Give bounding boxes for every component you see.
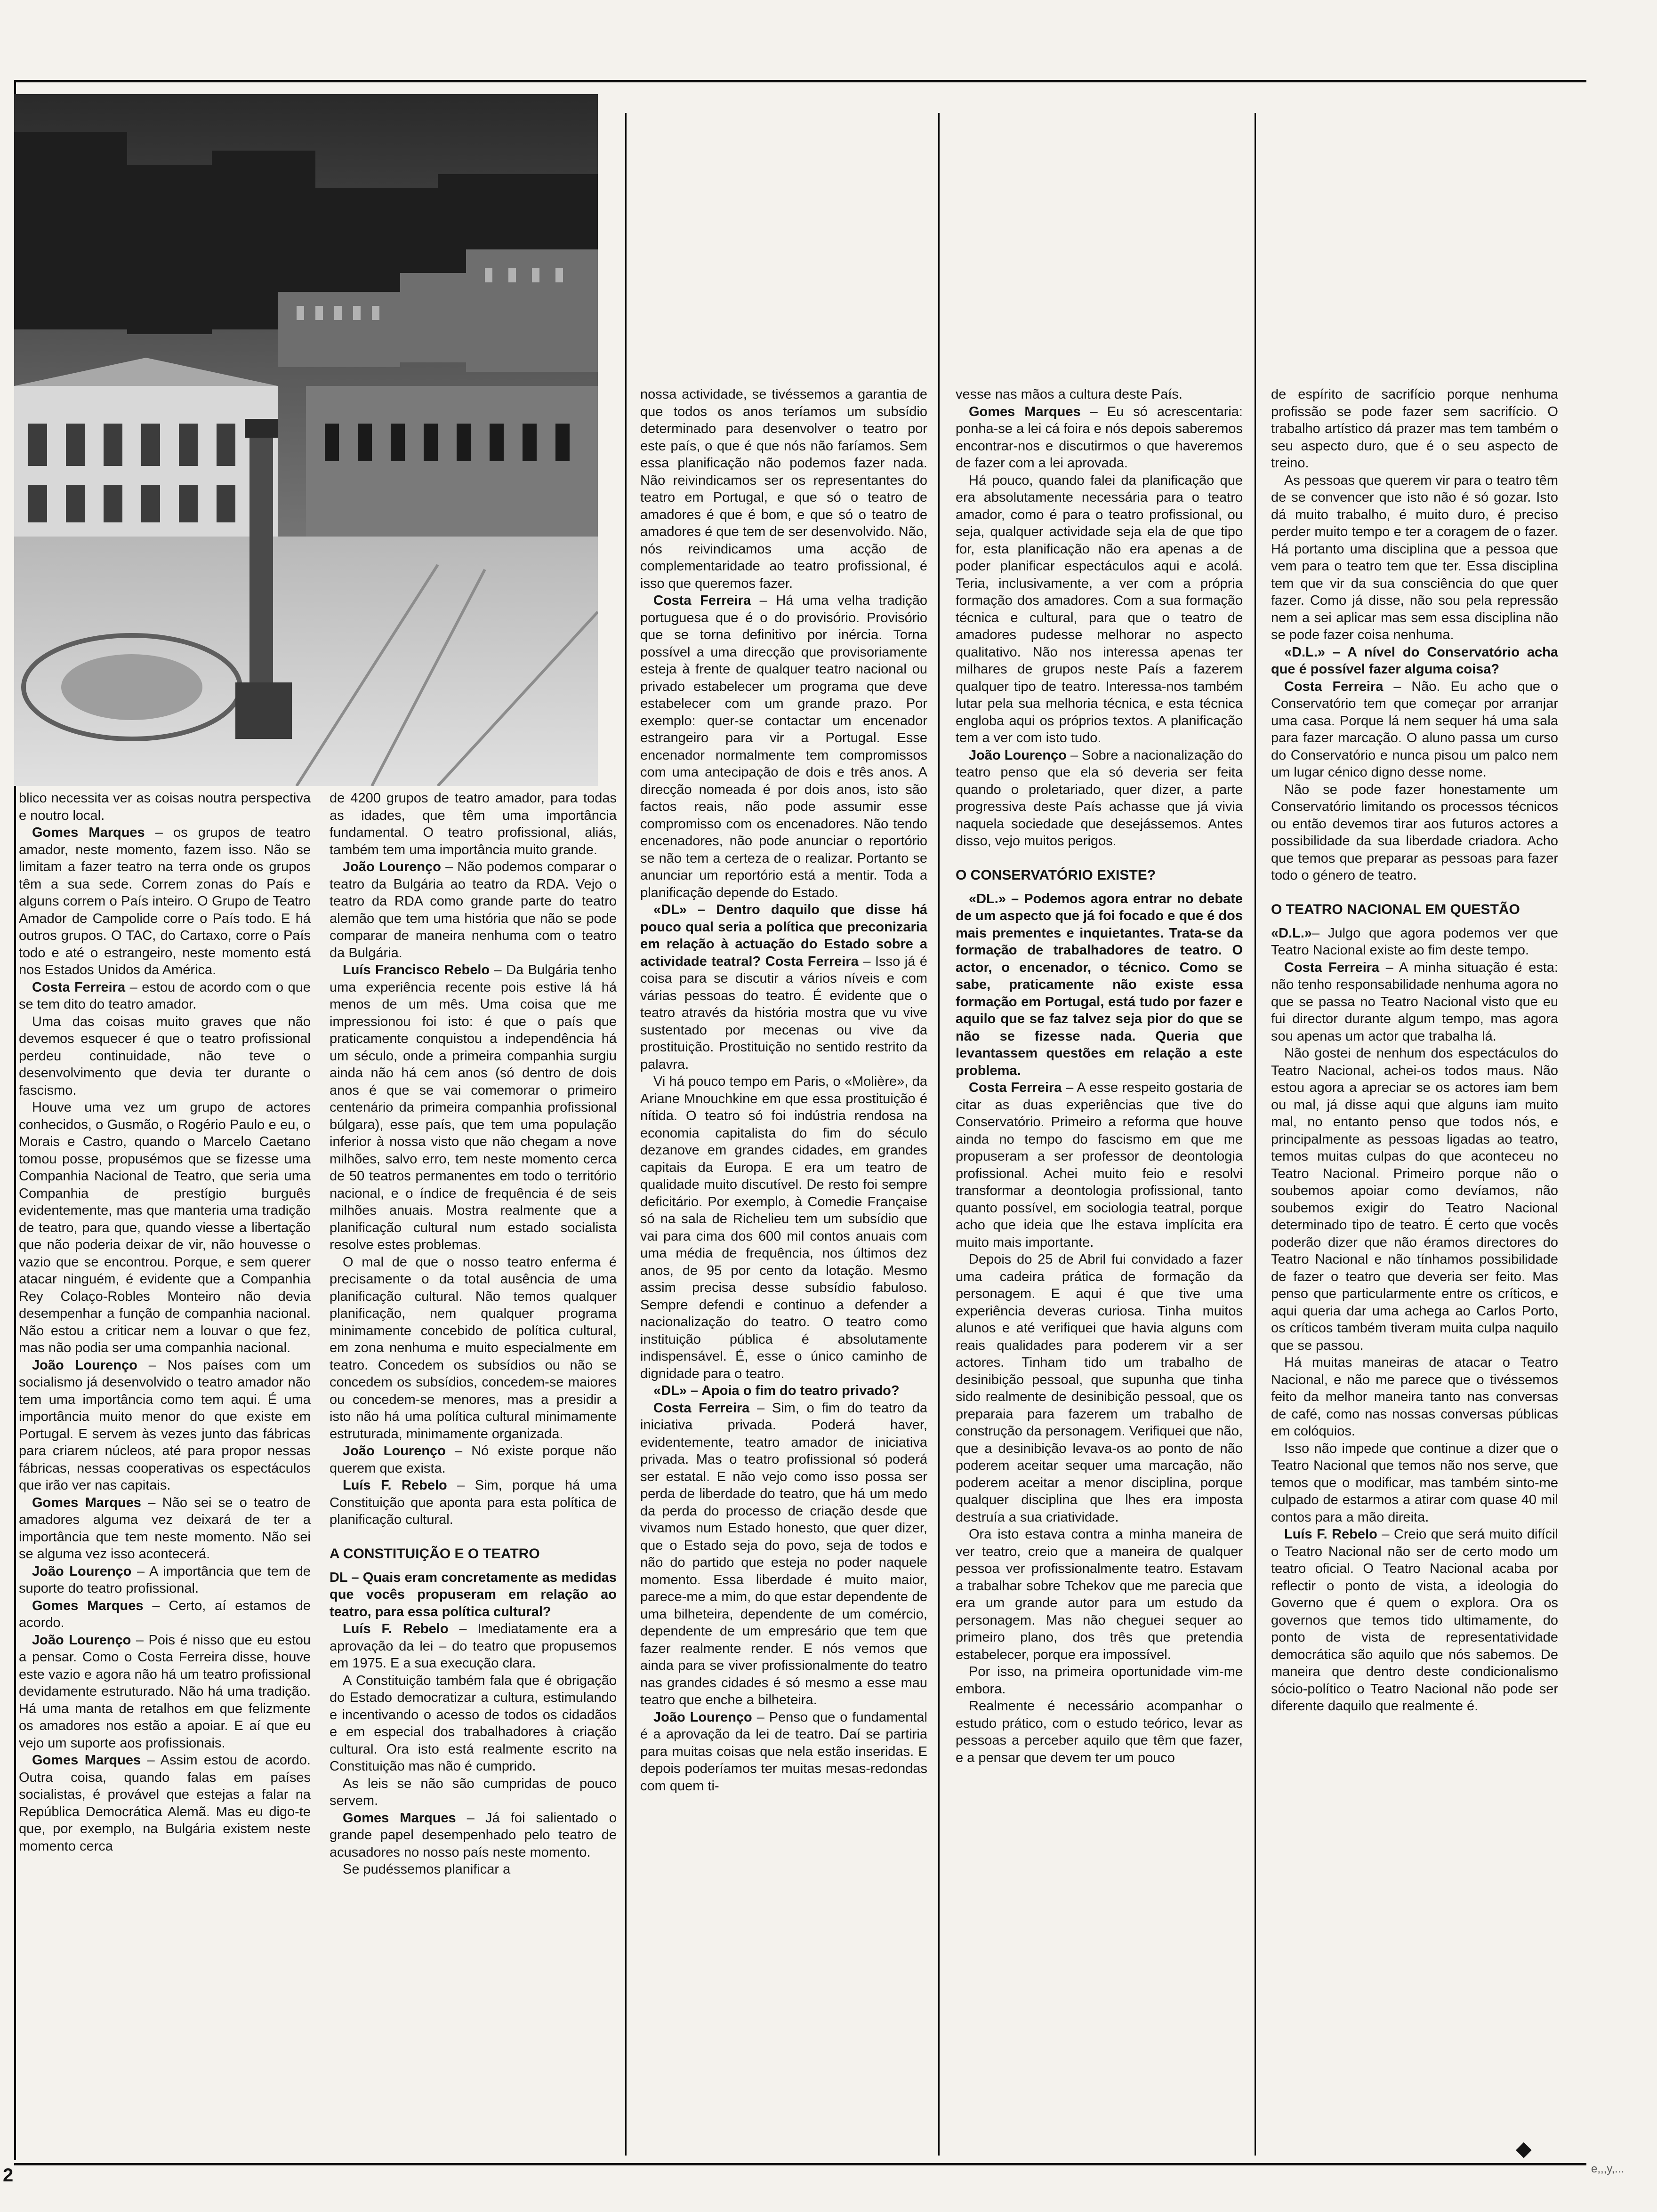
end-of-article-mark: ◆ [1516, 2137, 1532, 2160]
paragraph-text: blico necessita ver as coisas noutra perspectiva e noutro local. [19, 791, 311, 823]
article-paragraph [19, 1494, 311, 1563]
interviewer-question: Quais eram concretamente as medidas que vocês propuseram em relação ao teatro, para essa política cultural? [330, 1570, 617, 1619]
paragraph-text: – Nó existe porque não querem que exista. [330, 1443, 617, 1476]
paragraph-text: – Isso já é coisa para se discutir a vários níveis e com várias pessoas do teatro. É evidente que o teatro através da história mostra que vu vive sustentado por mecenas ou vive da prostituição. Prostituição no sentido restrito da palavra. [640, 954, 927, 1072]
article-paragraph [1271, 472, 1558, 644]
bottom-margin-fragment: e,,,y,... [1591, 2163, 1625, 2175]
speaker-name: Gomes Marques [969, 404, 1081, 419]
speaker-name: Gomes Marques [32, 1753, 141, 1768]
paragraph-text: Não gostei de nenhum dos espectáculos do Teatro Nacional, achei-os todos maus. Não estou agora a apreciar se os actores iam bem ou mal, já disse aqui que alguns iam muito mal, no entanto penso que todos nós, e principalmente as pessoas ligadas ao teatro, temos muitas culpas do que aconteceu no Teatro Nacional. Primeiro porque não o soubemos apoiar como devíamos, não soubemos exigir do Teatro Nacional determinado tipo de teatro. É certo que vocês poderão dizer que não éramos directores do Teatro Nacional e não tínhamos possibilidade de fazer o teatro que deveria ser feito. Mas penso que particularmente entre os críticos, e aqui queria dar uma achega ao Carlos Porto, os críticos também tiveram muita culpa naquilo que se passou. [1271, 1046, 1558, 1353]
paragraph-text: – Penso que o fundamental é a aprovação da lei de teatro. Daí se partiria para muitas coisas que nela estão inseridas. E depois poderíamos ter muitas mesas-redondas com quem ti- [640, 1709, 928, 1794]
article-paragraph [19, 1013, 311, 1099]
paragraph-text: Há pouco, quando falei da planificação que era absolutamente necessária para o teatro amador, como é para o teatro profissional, ou seja, qualquer actividade seja ela de que tipo for, esta planificação não era apenas a de poder planificar espectáculos aqui e acolá. Teria, inclusivamente, a ver com a própria formação dos amadores. Com a sua formação técnica e cultural, para que o teatro de amadores pudesse melhorar no aspecto qualitativo. Não nos interessa apenas ter milhares de grupos neste País a fazerem qualquer tipo de teatro. Interessa-nos também lutar pela sua melhoria técnica, e esta técnica engloba aqui os próprios textos. A planificação tem a ver com isto tudo. [956, 473, 1243, 745]
interviewer-tag: «D.L.» – [1284, 644, 1348, 660]
article-paragraph [1271, 1045, 1558, 1354]
interviewer-tag: «DL» – [653, 902, 716, 917]
article-paragraph [19, 1597, 311, 1632]
article-paragraph [956, 386, 1243, 403]
speaker-name: Luís Francisco Rebelo [343, 962, 490, 978]
article-column-1 [19, 790, 311, 1855]
speaker-name: Gomes Marques [32, 1598, 144, 1613]
speaker-name: Costa Ferreira [653, 1400, 750, 1416]
interviewer-tag: «DL» – [653, 1383, 702, 1398]
article-paragraph [330, 1254, 617, 1443]
paragraph-text: A Constituição também fala que é obrigação do Estado democratizar a cultura, estimulando e incentivando o acesso de todos os cidadãos e em especial dos trabalhadores à criação cultural. Ora isto está realmente escrito na Constituição mas não é cumprido. [330, 1673, 617, 1774]
paragraph-text: Uma das coisas muito graves que não devemos esquecer é que o teatro profissional perdeu continuidade, não teve o desenvolvimento que devia ter durante o fascismo. [19, 1014, 311, 1098]
interviewer-tag: «DL.» – [969, 891, 1024, 906]
paragraph-text: – Eu só acrescentaria: ponha-se a lei cá foira e nós depois saberemos encontrar-nos e discutirmos o que haveremos de fazer com a lei aprovada. [956, 404, 1243, 471]
article-paragraph [1271, 925, 1558, 959]
article-paragraph [19, 1632, 311, 1752]
paragraph-text: Houve uma vez um grupo de actores conhecidos, o Gusmão, o Rogério Paulo e eu, o Morais e Castro, quando o Marcelo Caetano tomou posse, propusémos que se fizesse uma Companhia Nacional de Teatro, que seria uma Companhia de prestígio burguês evidentemente, mas que manteria uma tradição de teatro, para que, quando viesse a libertação que não poderia deixar de vir, não houvesse o vazio que se encontrou. Porque, e sem querer atacar ninguém, é evidente que a Companhia Rey Colaço-Robles Monteiro não devia desempenhar a função de companhia nacional. Não estou a criticar nem a louvar o que fez, mas não podia ser uma companhia nacional. [19, 1100, 311, 1355]
article-column-2 [330, 790, 617, 1878]
section-heading: O TEATRO NACIONAL EM QUESTÃO [1271, 901, 1520, 917]
article-paragraph [19, 1563, 311, 1597]
article-paragraph [640, 901, 927, 1073]
paragraph-text: As leis se não são cumpridas de pouco servem. [330, 1776, 617, 1808]
article-paragraph [1271, 1440, 1558, 1526]
paragraph-text: – Há uma velha tradição portuguesa que é o do provisório. Provisório que se torna definitivo por inércia. Torna possível a uma direcção que provisoriamente esteja à frente de qualquer teatro nacional ou privado estabelecer um programa que deve estabelecer com um grande prazo. Por exemplo: quer-se contactar um encenador estrangeiro para vir a Portugal. Esse encenador normalmente tem compromissos com uma antecipação de dois e três anos. A direcção nomeada é por dois anos, isto são factos reais, não pode assumir esse compromisso com os encenadores. Não tendo encenadores, não pode anunciar o reportório se não tem a certeza de o realizar. Portanto se anunciar um reportório está a mentir. Toda a planificação depende do Estado. [640, 593, 927, 900]
paragraph-text: As pessoas que querem vir para o teatro têm de se convencer que isto não é só gozar. Isto dá muito trabalho, é muito duro, é preciso perder muito tempo e ter a coragem de o fazer. Há portanto uma disciplina que a pessoa que vem para o teatro tem que ter. Essa disciplina tem que vir da sua consciência do que quer fazer. Como já disse, não sou pela repressão nem a sei aplicar mas sem essa disciplina não se pode fazer coisa nenhuma. [1271, 473, 1558, 642]
article-column-5 [1271, 386, 1558, 1715]
speaker-name: João Lourenço [653, 1709, 752, 1725]
paragraph-text: de espírito de sacrifício porque nenhuma profissão se pode fazer sem sacrifício. O trabalho artístico dá prazer mas tem também o seu aspecto duro, que é o seu aspecto de treino. [1271, 387, 1558, 471]
section-heading: A CONSTITUIÇÃO E O TEATRO [330, 1546, 540, 1562]
paragraph-text: vesse nas mãos a cultura deste País. [956, 387, 1182, 402]
speaker-name: Costa Ferreira [1284, 679, 1384, 694]
article-paragraph [330, 1810, 617, 1861]
article-paragraph [330, 1861, 617, 1878]
section-heading: O CONSERVATÓRIO EXISTE? [956, 867, 1156, 883]
paragraph-text: Se pudéssemos planificar a [343, 1862, 511, 1877]
speaker-name: Gomes Marques [343, 1810, 456, 1826]
paragraph-text: Há muitas maneiras de atacar o Teatro Nacional, e não me parece que o tivéssemos feito da melhor maneira tanto nas conversas de café, como nas nossas conversas públicas em colóquios. [1271, 1355, 1558, 1439]
article-paragraph [1271, 959, 1558, 1045]
article-paragraph [19, 1752, 311, 1855]
paragraph-text: – Julgo que agora podemos ver que Teatro Nacional existe ao fim deste tempo. [1271, 925, 1558, 958]
speaker-name: Luís F. Rebelo [1284, 1527, 1377, 1542]
paragraph-text: – Nos países com um socialismo já desenvolvido o teatro amador não tem uma importância como tem aqui. É uma importância muito menor do que existe em Portugal. E servem às vezes junto das fábricas para criarem núcleos, até para propor nessas fábricas, nessas cooperativas os espectáculos que irão ver nas capitais. [19, 1357, 311, 1493]
speaker-name: Costa Ferreira [1284, 960, 1380, 975]
article-paragraph [956, 403, 1243, 472]
paragraph-text: – os grupos de teatro amador, neste momento, fazem isso. Não se limitam a fazer teatro na terra onde os grupos têm a sua sede. Correm zonas do País e alguns correm o País inteiro. O Grupo de Teatro Amador de Campolide corre o País todo. E há outros grupos. O TAC, do Cartaxo, corre o País todo e até o estrangeiro, neste momento está nos Estados Unidos da América. [19, 825, 311, 978]
paragraph-text: Por isso, na primeira oportunidade vim-me embora. [956, 1664, 1243, 1697]
article-paragraph [330, 858, 617, 962]
article-paragraph [956, 1079, 1243, 1251]
paragraph-text: O mal de que o nosso teatro enferma é precisamente o da total ausência de uma planificação cultural. Não temos qualquer planificação, nem qualquer programa minimamente concebido de política cultural, em zona nenhuma e muito especialmente em teatro. Concedem os subsídios ou não se concedem os subsídios, concedem-se maiores ou concedem-se menores, mas a presidir a isto não há uma política cultural minimamente estruturada, minimamente organizada. [330, 1254, 617, 1442]
article-paragraph [956, 747, 1243, 850]
article-paragraph [956, 1526, 1243, 1663]
article-paragraph [640, 1400, 927, 1709]
interviewer-tag: DL – [330, 1570, 363, 1585]
article-paragraph [1271, 644, 1558, 678]
bottom-rule [14, 2163, 1586, 2165]
paragraph-text: – Não sei se o teatro de amadores alguma vez deixará de ter a importância que tem neste momento. Não sei se alguma vez isso acontecerá. [19, 1495, 311, 1562]
speaker-name: Gomes Marques [32, 825, 145, 840]
paragraph-text: – Não. Eu acho que o Conservatório tem que começar por arranjar uma casa. Porque lá nem sequer há uma sala para fazer marcação. O aluno passa um curso do Conservatório e nunca pisou um palco nem um lugar cénico digno desse nome. [1271, 679, 1558, 780]
article-paragraph [640, 592, 927, 901]
article-paragraph [956, 1251, 1243, 1526]
paragraph-text: nossa actividade, se tivéssemos a garantia de que todos os anos teríamos um subsídio determinado para desenvolver o teatro por este país, o que é que nós não faríamos. Sem essa planificação não podemos fazer nada. Não reivindicamos ser os representantes do teatro em Portugal, e que só o teatro de amadores é que é bom, e que só o teatro de amadores é que tem de ser desenvolvido. Não, nós reivindicamos uma acção de complementaridade ao teatro profissional, é isso que queremos fazer. [640, 387, 927, 591]
paragraph-text: – A minha situação é esta: não tenho responsabilidade nenhuma agora no que se passa no Teatro Nacional visto que eu fui director durante algum tempo, mas agora sou apenas um actor que trabalha lá. [1271, 960, 1558, 1044]
article-paragraph [330, 1477, 617, 1529]
article-paragraph [1271, 1354, 1558, 1440]
speaker-name: João Lourenço [32, 1563, 132, 1579]
interviewer-question: A nível do Conservatório acha que é possível fazer alguma coisa? [1271, 644, 1558, 677]
speaker-name: João Lourenço [343, 1443, 446, 1459]
interviewer-question: Dentro daquilo que disse há pouco qual seria a política que preconizaria em relação à actuação do Estado sobre a actividade teatral? [640, 902, 927, 969]
paragraph-text: Ora isto estava contra a minha maneira de ver teatro, creio que a maneira de qualquer pessoa ver profissionalmente teatro. Estavam a trabalhar sobre Tchekov que me parecia que era um grande autor para um estudo da personagem. Mas não cheguei sequer ao primeiro plano, dos três que pretendia estabelecer, porque era impossível. [956, 1527, 1243, 1662]
speaker-name: Gomes Marques [32, 1495, 141, 1510]
speaker-name: João Lourenço [343, 859, 441, 874]
paragraph-text: – Não podemos comparar o teatro da Bulgária ao teatro da RDA. Vejo o teatro da RDA como grande parte do teatro alemão que tem uma história que não se pode comparar de maneira nenhuma com o teatro da Bulgária. [330, 859, 617, 961]
article-paragraph [330, 790, 617, 858]
page-number: 2 [3, 2165, 14, 2186]
speaker-name: Luís F. Rebelo [343, 1478, 447, 1493]
article-paragraph [330, 1443, 617, 1477]
paragraph-text: Realmente é necessário acompanhar o estudo prático, com o estudo teórico, levar as pessoas a perceber aquilo que têm que fazer, e a pensar que devem ter um pouco [956, 1699, 1243, 1765]
speaker-name: Costa Ferreira [653, 593, 751, 608]
article-paragraph [1271, 678, 1558, 781]
paragraph-text: Depois do 25 de Abril fui convidado a fazer uma cadeira prática de formação da personagem. E aqui é que tive uma experiência deveras curiosa. Tinha muitos alunos e até verifiquei que havia alguns com reais qualidades para poderem vir a ser actores. Tinham tido um trabalho de desinibição pessoal, que supunha que tinha sido realmente de desinibição pessoal, que os preparaia para fazerem um trabalho de construção da personagem. Verifiquei que não, que a desinibição levava-os ao ponto de não poderem aceitar sequer uma marcação, não poderem aceitar a menor disciplina, porque qualquer disciplina que lhes era imposta destruía a sua criatividade. [956, 1252, 1243, 1525]
article-paragraph [640, 1073, 927, 1382]
column-divider-3 [1255, 113, 1256, 2156]
paragraph-text: – Da Bulgária tenho uma experiência recente pois estive lá há menos de um mês. Uma coisa que me impressionou foi isto: é que o país que praticamente conquistou a independência há um século, onde a primeira companhia surgiu ainda não há cem anos (só dentro de dois anos é que se vai comemorar o primeiro centenário da primeira companhia profissional búlgara), esse país, que tem uma população inferior à nossa visto que não chegam a nove milhões, salvo erro, tem neste momento cerca de 50 teatros permanentes em todo o território nacional, e o índice de frequência é de seis milhões anuais. Mostra realmente que a planificação cultural num estado socialista resolve estes problemas. [330, 962, 617, 1252]
article-column-3 [640, 386, 927, 1795]
paragraph-text: – Certo, aí estamos de acordo. [19, 1598, 311, 1630]
article-paragraph [640, 1382, 927, 1400]
interviewer-question: Apoia o fim do teatro privado? [701, 1383, 900, 1398]
paragraph-text: – Assim estou de acordo. Outra coisa, quando falas em países socialistas, é provável que estejas a falar na República Democrática Alemã. Mas eu digo-te que, por exemplo, na Bulgária existem neste momento cerca [19, 1753, 311, 1854]
column-divider-1 [625, 113, 627, 2156]
paragraph-text: – Sim, porque há uma Constituição que aponta para esta política de planificação cultural. [330, 1478, 617, 1527]
paragraph-text: – Imediatamente era a aprovação da lei – do teatro que propusemos em 1975. E a sua execução clara. [330, 1621, 617, 1671]
paragraph-text: Não se pode fazer honestamente um Conservatório limitando os processos técnicos ou então devemos tirar aos futuros actores a possibilidade da sua liberdade criadora. Acho que temos que preparar as pessoas para fazer todo o género de teatro. [1271, 782, 1558, 883]
article-paragraph [19, 979, 311, 1013]
paragraph-text: – Sobre a nacionalização do teatro penso que ela só deveria ser feita quando o proletariado, quer dizer, a parte progressiva deste País achasse que já vivia naquela sociedade que desejássemos. Antes disso, vejo muitos perigos. [956, 747, 1243, 849]
top-rule [14, 80, 1586, 82]
article-paragraph [19, 1099, 311, 1357]
speaker-name: Luís F. Rebelo [343, 1621, 449, 1636]
article-paragraph [19, 1357, 311, 1494]
article-paragraph [956, 472, 1243, 747]
column-divider-2 [938, 113, 940, 2156]
article-paragraph [956, 1698, 1243, 1766]
article-paragraph [956, 890, 1243, 1080]
city-square-photo [14, 94, 598, 786]
speaker-name: João Lourenço [32, 1357, 137, 1373]
speaker-name: Costa Ferreira [761, 954, 859, 969]
paragraph-text: – Creio que será muito difícil o Teatro Nacional não ser de certo modo um teatro oficial. O Teatro Nacional acaba por reflectir o ponto de vista, a ideologia do Governo que é quem o explora. Ora os governos que temos tido ultimamente, do ponto de vista de representatividade democrática são aquilo que nós sabemos. De maneira que dentro deste condicionalismo sócio-político o Teatro Nacional não pode ser diferente daquilo que realmente é. [1271, 1527, 1558, 1714]
article-paragraph [1271, 781, 1558, 884]
article-paragraph [330, 1620, 617, 1672]
paragraph-text: Isso não impede que continue a dizer que o Teatro Nacional que temos não nos serve, que temos que o modificar, mas também sinto-me culpado de estarmos a atirar com quase 40 mil contos para a mão direita. [1271, 1441, 1558, 1525]
speaker-name: Costa Ferreira [32, 979, 126, 995]
interviewer-question: Podemos agora entrar no debate de um aspecto que já foi focado e que é dos mais prementes e inquietantes. Trata-se da formação de trabalhadores de teatro. O actor, o encenador, o técnico. Como se sabe, praticamente não existe essa formação em Portugal, está tudo por fazer e aquilo que se faz talvez seja pior do que se não se fizesse nada. Queria que levantassem questões em relação a este problema. [956, 891, 1243, 1078]
paragraph-text: – Pois é nisso que eu estou a pensar. Como o Costa Ferreira disse, houve este vazio e agora não há um teatro profissional devidamente estruturado. Não há uma tradição. Há uma manta de retalhos em que felizmente os amadores nos estão a apoiar. E aí que eu vejo um suporte aos profissionais. [19, 1632, 311, 1751]
article-paragraph [956, 1663, 1243, 1698]
article-paragraph [19, 824, 311, 979]
paragraph-text: – A importância que tem de suporte do teatro profissional. [19, 1563, 311, 1596]
paragraph-text: – A esse respeito gostaria de citar as duas experiências que tive do Conservatório. Primeiro a reforma que houve ainda no tempo do fascismo em que me propuseram a ser professor de deontologia profissional. Achei muito feio e resolvi transformar a deontologia profissional, tanto quanto possível, em sociologia teatral, porque acho que ideia que lhe estava implícita era muito mais importante. [956, 1080, 1243, 1250]
speaker-name: João Lourenço [969, 747, 1067, 763]
article-paragraph [330, 1569, 617, 1621]
paragraph-text: – Sim, o fim do teatro da iniciativa privada. Poderá haver, evidentemente, teatro amador de iniciativa privada. Mas o teatro profissional só poderá ser estatal. E não vejo como isso possa ser perda de liberdade do teatro, que há um medo da perda do processo de criação desde que vivamos num Estado honesto, que quer dizer, que o Estado seja do povo, seja de todos e não do partido que esteja no poder naquele momento. Essa liberdade é muito maior, parece-me a mim, do que estar dependente de uma bilheteira, dependente de um comércio, dependente de um empresário que tem que fazer realmente render. E nós vemos que ainda para se viver profissionalmente do teatro nas grandes cidades é só mesmo a esse mau teatro que enche a bilheteira. [640, 1400, 927, 1707]
paragraph-text: – estou de acordo com o que se tem dito do teatro amador. [19, 979, 311, 1012]
paragraph-text: Vi há pouco tempo em Paris, o «Molière», da Ariane Mnouchkine em que essa prostituição é nítida. O teatro só foi indústria rendosa na economia capitalista do fim do século dezanove em grandes cidades, em grandes capitais da Europa. E era um teatro de qualidade muito discutível. De resto foi sempre deficitário. Por exemplo, à Comedie Française só na sala de Richelieu tem um subsídio que vai para cima dos 600 mil contos anuais com uma média de frequência, nos últimos dez anos, de 95 por cento da lotação. Mesmo assim precisa desse subsídio fabuloso. Sempre defendi e continuo a defender a nacionalização do teatro. O teatro como instituição pública é absolutamente indispensável. É, esse o único caminho de dignidade para o teatro. [640, 1074, 927, 1381]
paragraph-text: de 4200 grupos de teatro amador, para todas as idades, que têm uma importância fundamental. O teatro profissional, aliás, também tem uma importância muito grande. [330, 791, 617, 858]
article-paragraph [1271, 1526, 1558, 1715]
photo-illustration [14, 94, 598, 786]
article-paragraph [1271, 386, 1558, 472]
speaker-name: João Lourenço [32, 1632, 131, 1648]
article-column-4 [956, 386, 1243, 1766]
article-paragraph [330, 1672, 617, 1775]
article-paragraph [19, 790, 311, 824]
interviewer-tag: «D.L.» [1271, 925, 1312, 941]
speaker-name: Costa Ferreira [969, 1080, 1062, 1095]
article-paragraph [330, 962, 617, 1254]
article-paragraph [330, 1775, 617, 1810]
article-paragraph [640, 1709, 927, 1795]
article-paragraph [640, 386, 927, 592]
paragraph-text: – Já foi salientado o grande papel desempenhado pelo teatro de acusadores no nosso país neste momento. [330, 1810, 617, 1860]
